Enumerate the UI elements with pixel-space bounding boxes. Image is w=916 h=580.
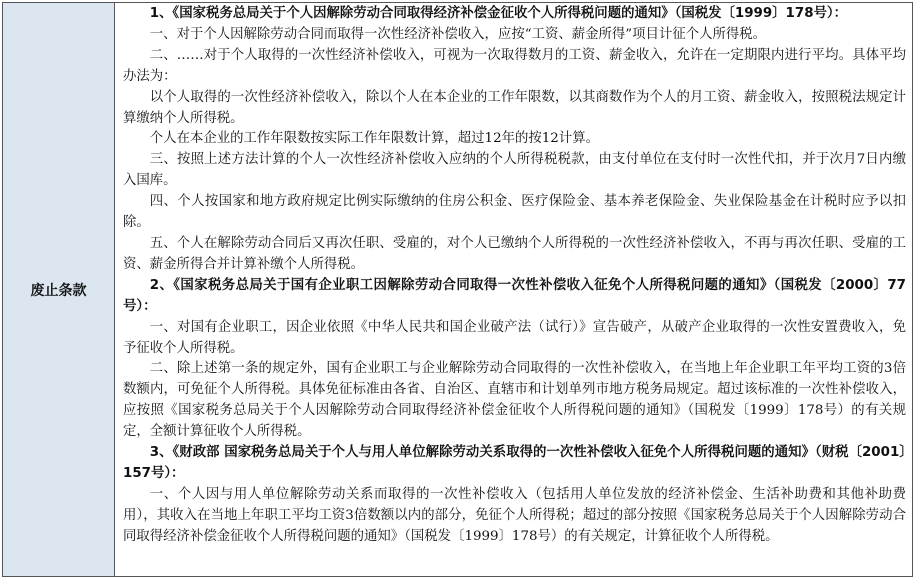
clause-paragraph: 二、除上述第一条的规定外，国有企业职工与企业解除劳动合同取得的一次性补偿收入，在当地上年企业职工年平均工资的3倍数额内，可免征个人所得税。具体免征标准由各省、自治区、直辖市和计划单列市地方税务局规定。超过该标准的一次性补偿收入，应按照《国家税务总局关于个人因解除劳动合同取得经济补偿金征收个人所得税问题的通知》（国税发〔1999〕178号）的有关规定，全额计算征收个人所得税。	[123, 361, 906, 440]
clause-heading-2: 2、《国家税务总局关于国有企业职工因解除劳动合同取得一次性补偿收入征免个人所得税问题的通知》（国税发〔2000〕77号）：	[123, 277, 906, 314]
clause-paragraph: 一、对于个人因解除劳动合同而取得一次性经济补偿收入，应按“工资、薪金所得”项目计征个人所得税。	[149, 26, 767, 42]
clause-paragraph: 以个人取得的一次性经济补偿收入，除以个人在本企业的工作年限数，以其商数作为个人的月工资、薪金收入，按照税法规定计算缴纳个人所得税。	[123, 89, 906, 126]
clause-paragraph: 三、按照上述方法计算的个人一次性经济补偿收入应纳的个人所得税税款，由支付单位在支付时一次性代扣，并于次月7日内缴入国库。	[123, 152, 906, 189]
clause-paragraph: 五、个人在解除劳动合同后又再次任职、受雇的，对个人已缴纳个人所得税的一次性经济补偿收入，不再与再次任职、受雇的工资、薪金所得合并计算补缴个人所得税。	[123, 235, 906, 272]
clause-paragraph: 一、个人因与用人单位解除劳动关系而取得的一次性补偿收入（包括用人单位发放的经济补偿金、生活补助费和其他补助费用），其收入在当地上年职工平均工资3倍数额以内的部分，免征个人所得税；超过的部分按照《国家税务总局关于个人因解除劳动合同取得经济补偿金征收个人所得税问题的通知》（国税发〔1999〕178号）的有关规定，计算征收个人所得税。	[123, 486, 906, 544]
row-label-cell	[3, 3, 115, 576]
clause-paragraph: 四、个人按国家和地方政府规定比例实际缴纳的住房公积金、医疗保险金、基本养老保险金、失业保险基金在计税时应予以扣除。	[123, 194, 906, 231]
content-cell	[115, 3, 912, 576]
row-label: 废止条款	[30, 282, 87, 299]
clause-paragraph: 二、……对于个人取得的一次性经济补偿收入，可视为一次取得数月的工资、薪金收入，允许在一定期限内进行平均。具体平均办法为：	[123, 47, 906, 84]
clause-paragraph: 一、对国有企业职工，因企业依照《中华人民共和国企业破产法（试行）》宣告破产，从破产企业取得的一次性安置费收入，免予征收个人所得税。	[123, 319, 906, 356]
clause-paragraph: 个人在本企业的工作年限数按实际工作年限数计算，超过12年的按12计算。	[149, 131, 599, 147]
clause-heading-1: 1、《国家税务总局关于个人因解除劳动合同取得经济补偿金征收个人所得税问题的通知》（国税发〔1999〕178号）：	[149, 6, 847, 21]
clause-heading-3: 3、《财政部 国家税务总局关于个人与用人单位解除劳动关系取得的一次性补偿收入征免个人所得税问题的通知》（财税〔2001〕157号）：	[123, 445, 906, 481]
provision-table	[2, 2, 913, 577]
